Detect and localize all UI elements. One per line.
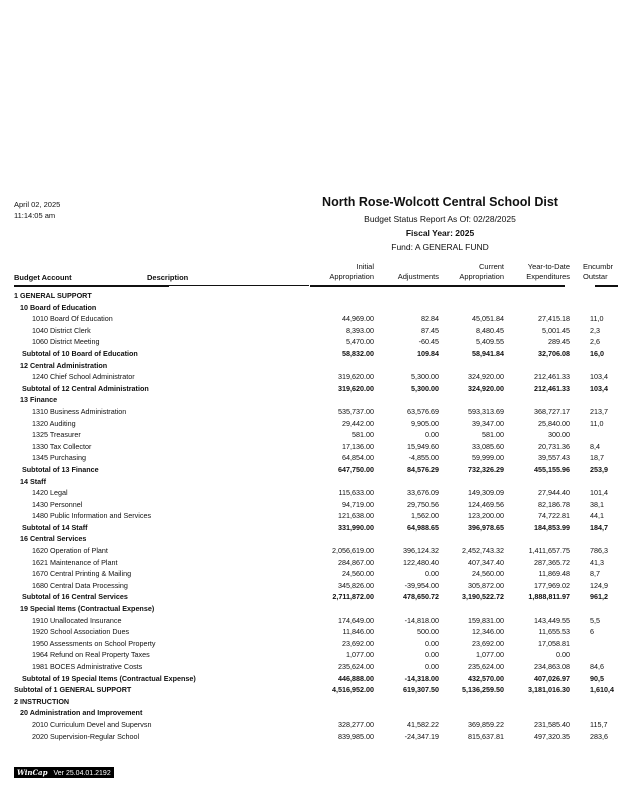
row-label: Subtotal of 13 Finance [22,464,99,474]
cell-current-appropriation: 2,452,743.32 [462,546,504,556]
row-label: 13 Finance [20,395,58,405]
cell-initial-appropriation: 284,867.00 [338,557,374,567]
header-rule-right [310,285,565,287]
cell-encumbrances: 11,0 [590,418,604,428]
cell-encumbrances: 115,7 [590,719,608,729]
cell-ytd-expenditures: 3,181,016.30 [528,685,570,695]
row-label: 1964 Refund on Real Property Taxes [32,650,150,660]
row-label: 1670 Central Printing & Mailing [32,569,132,579]
cell-adjustments: 64,988.65 [407,522,439,532]
cell-adjustments: 33,676.09 [407,488,439,498]
cell-current-appropriation: 1,077.00 [476,650,504,660]
cell-current-appropriation: 235,624.00 [468,662,504,671]
cell-initial-appropriation: 24,560.00 [342,569,374,579]
row-label: 1621 Maintenance of Plant [32,557,118,567]
table-row [0,581,618,593]
cell-ytd-expenditures: 17,058.81 [538,638,570,648]
cell-ytd-expenditures: 20,731.36 [538,441,570,451]
col-ytd-line1: Year-to-Date [527,262,570,271]
cell-current-appropriation: 369,859.22 [468,719,504,729]
row-label: 1330 Tax Collector [32,441,92,451]
cell-encumbrances: 11,0 [590,314,604,324]
cell-ytd-expenditures: 82,186.78 [538,499,570,509]
col-enc-line1: Encumbr [583,262,614,271]
fund-label: Fund: A GENERAL FUND [391,242,489,252]
table-row [0,662,618,674]
cell-adjustments: 29,750.56 [407,499,439,509]
cell-initial-appropriation: 8,393.00 [346,325,374,335]
cell-adjustments: 0.00 [425,650,439,660]
row-label: 1240 Chief School Administrator [32,372,135,382]
cell-current-appropriation: 732,326.29 [468,464,504,474]
table-row [0,732,618,744]
cell-encumbrances: 41,3 [590,557,604,567]
table-row [0,326,618,338]
row-label: 1620 Operation of Plant [32,546,108,556]
table-row [0,430,618,442]
fiscal-year: Fiscal Year: 2025 [405,228,475,238]
table-row [0,720,618,732]
table-row [0,639,618,651]
cell-initial-appropriation: 94,719.00 [342,499,374,509]
cell-initial-appropriation: 11,846.00 [342,627,374,637]
cell-encumbrances: 5,5 [590,615,600,625]
cell-ytd-expenditures: 289.45 [548,337,570,347]
cell-initial-appropriation: 2,056,619.00 [332,546,374,556]
subtotal-row [0,674,618,686]
report-date: April 02, 2025 [14,200,61,209]
row-label: 1320 Auditing [32,418,76,428]
row-label: Subtotal of 19 Special Items (Contractual Expense) [22,673,196,683]
col-encumbrances [583,262,618,282]
group-header-row [0,477,618,489]
table-row [0,372,618,384]
cell-adjustments: 84,576.29 [407,464,439,474]
row-label: 1310 Business Administration [32,406,127,416]
cell-encumbrances: 8,4 [590,441,600,451]
row-label: 1480 Public Information and Services [32,511,152,521]
cell-encumbrances: 213,7 [590,406,608,416]
report-subtitle: Budget Status Report As Of: 02/28/2025 [364,214,516,224]
table-row [0,627,618,639]
cell-ytd-expenditures: 5,001.45 [542,325,570,335]
budget-table [0,291,618,743]
cell-initial-appropriation: 319,620.00 [338,383,374,393]
group-header-row [0,361,618,373]
row-label: 1981 BOCES Administrative Costs [32,662,143,671]
footer-version [14,767,114,778]
col-adjustments-label: Adjustments [397,272,439,281]
cell-ytd-expenditures: 407,026.97 [534,673,570,683]
version-text: Ver 25.04.01.2192 [53,770,111,777]
subtotal-row [0,349,618,361]
row-label: 1910 Unallocated Insurance [32,615,122,625]
cell-encumbrances: 2,6 [590,337,600,347]
cell-current-appropriation: 45,051.84 [472,314,504,324]
cell-current-appropriation: 39,347.00 [472,418,504,428]
cell-adjustments: 619,307.50 [403,685,439,695]
row-label: 2020 Supervision-Regular School [32,731,140,741]
table-row [0,453,618,465]
group-header-row [0,303,618,315]
col-current-appropriation [440,262,504,282]
cell-ytd-expenditures: 25,840.00 [538,418,570,428]
cell-ytd-expenditures: 231,585.40 [534,719,570,729]
row-label: Subtotal of 10 Board of Education [22,348,138,358]
cell-current-appropriation: 324,920.00 [468,383,504,393]
cell-current-appropriation: 24,560.00 [472,569,504,579]
cell-adjustments: -14,818.00 [404,615,439,625]
subtotal-row [0,592,618,604]
cell-adjustments: 109.84 [417,348,439,358]
col-initial-line2: Appropriation [329,272,374,281]
cell-current-appropriation: 581.00 [482,430,504,440]
cell-adjustments: -4,855.00 [408,453,439,463]
cell-current-appropriation: 8,480.45 [476,325,504,335]
cell-initial-appropriation: 44,969.00 [342,314,374,324]
cell-adjustments: 41,582.22 [407,719,439,729]
row-label: 12 Central Administration [20,360,108,370]
table-row [0,419,618,431]
cell-ytd-expenditures: 143,449.55 [534,615,570,625]
row-label: 1060 District Meeting [32,337,100,347]
cell-encumbrances: 8,7 [590,569,600,579]
cell-adjustments: 122,480.40 [403,557,439,567]
cell-current-appropriation: 324,920.00 [468,372,504,382]
cell-adjustments: 1,562.00 [411,511,439,521]
cell-adjustments: 396,124.32 [403,546,439,556]
row-label: 19 Special Items (Contractual Expense) [20,604,155,614]
cell-encumbrances: 90,5 [590,673,604,683]
table-row [0,442,618,454]
cell-ytd-expenditures: 1,888,811.97 [528,592,570,602]
cell-initial-appropriation: 17,136.00 [342,441,374,451]
cell-ytd-expenditures: 234,863.08 [534,662,570,671]
cell-current-appropriation: 396,978.65 [468,522,504,532]
col-ytd-expenditures [505,262,570,282]
cell-current-appropriation: 58,941.84 [472,348,504,358]
group-header-row [0,708,618,720]
row-label: 16 Central Services [20,534,87,544]
cell-ytd-expenditures: 455,155.96 [534,464,570,474]
cell-encumbrances: 961,2 [590,592,608,602]
subtotal-row [0,384,618,396]
row-label: Subtotal of 12 Central Administration [22,383,149,393]
cell-current-appropriation: 149,309.09 [468,488,504,498]
cell-initial-appropriation: 328,277.00 [338,719,374,729]
cell-current-appropriation: 432,570.00 [468,673,504,683]
table-row [0,407,618,419]
table-row [0,558,618,570]
table-row [0,511,618,523]
cell-initial-appropriation: 115,633.00 [338,488,374,498]
col-adjustments [375,262,439,282]
row-label: 1 GENERAL SUPPORT [14,291,92,300]
cell-current-appropriation: 124,469.56 [468,499,504,509]
cell-encumbrances: 283,6 [590,731,608,741]
row-label: 2 INSTRUCTION [14,696,70,706]
cell-current-appropriation: 305,872.00 [468,580,504,590]
cell-encumbrances: 184,7 [590,522,608,532]
table-row [0,337,618,349]
cell-current-appropriation: 123,200.00 [468,511,504,521]
col-enc-line2: Outstar [583,272,608,281]
row-label: 1920 School Association Dues [32,627,130,637]
col-description: Description [147,273,189,282]
cell-current-appropriation: 815,637.81 [468,731,504,741]
group-header-row [0,291,618,303]
cell-adjustments: 63,576.69 [407,406,439,416]
cell-current-appropriation: 12,346.00 [472,627,504,637]
cell-initial-appropriation: 839,985.00 [338,731,374,741]
row-label: 1010 Board Of Education [32,314,113,324]
cell-ytd-expenditures: 39,557.43 [538,453,570,463]
cell-ytd-expenditures: 11,655.53 [538,627,570,637]
cell-initial-appropriation: 446,888.00 [338,673,374,683]
cell-initial-appropriation: 235,624.00 [338,662,374,671]
col-current-line1: Current [478,262,504,271]
cell-encumbrances: 101,4 [590,488,608,498]
subtotal-row [0,685,618,697]
row-label: 1345 Purchasing [32,453,86,463]
cell-ytd-expenditures: 287,365.72 [534,557,570,567]
cell-ytd-expenditures: 497,320.35 [534,731,570,741]
cell-initial-appropriation: 581.00 [352,430,374,440]
cell-initial-appropriation: 535,737.00 [338,406,374,416]
cell-current-appropriation: 33,085.60 [472,441,504,451]
col-current-line2: Appropriation [459,272,504,281]
cell-adjustments: 15,949.60 [407,441,439,451]
cell-adjustments: 500.00 [417,627,439,637]
cell-encumbrances: 1,610,4 [590,685,614,695]
row-label: 1420 Legal [32,488,68,498]
cell-encumbrances: 16,0 [590,348,604,358]
cell-adjustments: -39,954.00 [404,580,439,590]
cell-current-appropriation: 5,409.55 [476,337,504,347]
cell-current-appropriation: 159,831.00 [468,615,504,625]
cell-adjustments: 0.00 [425,662,439,671]
cell-encumbrances: 253,9 [590,464,608,474]
cell-initial-appropriation: 2,711,872.00 [332,592,374,602]
table-row [0,314,618,326]
cell-encumbrances: 103,4 [590,383,608,393]
cell-initial-appropriation: 1,077.00 [346,650,374,660]
group-header-row [0,395,618,407]
cell-encumbrances: 786,3 [590,546,608,556]
cell-initial-appropriation: 121,638.00 [338,511,374,521]
cell-ytd-expenditures: 1,411,657.75 [528,546,570,556]
cell-adjustments: 478,650.72 [403,592,439,602]
cell-ytd-expenditures: 74,722.81 [538,511,570,521]
cell-ytd-expenditures: 184,853.99 [534,522,570,532]
table-row [0,650,618,662]
cell-adjustments: 0.00 [425,569,439,579]
cell-adjustments: -14,318.00 [404,673,439,683]
cell-current-appropriation: 23,692.00 [472,638,504,648]
subtotal-row [0,523,618,535]
row-label: 14 Staff [20,476,46,486]
cell-encumbrances: 124,9 [590,580,608,590]
row-label: 1680 Central Data Processing [32,580,128,590]
row-label: 10 Board of Education [20,302,97,312]
header-rule-left [14,285,169,287]
header-rule-mid [169,285,309,286]
cell-initial-appropriation: 174,649.00 [338,615,374,625]
cell-current-appropriation: 407,347.40 [468,557,504,567]
col-initial-appropriation [310,262,374,282]
cell-initial-appropriation: 58,832.00 [342,348,374,358]
cell-ytd-expenditures: 368,727.17 [534,406,570,416]
cell-current-appropriation: 593,313.69 [468,406,504,416]
table-row [0,488,618,500]
group-header-row [0,697,618,709]
cell-encumbrances: 18,7 [590,453,604,463]
cell-ytd-expenditures: 32,706.08 [538,348,570,358]
cell-adjustments: -24,347.19 [404,731,439,741]
cell-encumbrances: 6 [590,627,594,637]
cell-encumbrances: 2,3 [590,325,600,335]
cell-initial-appropriation: 29,442.00 [342,418,374,428]
cell-encumbrances: 84,6 [590,662,604,671]
header-rule-end [595,285,618,287]
col-ytd-line2: Expenditures [526,272,570,281]
cell-initial-appropriation: 5,470.00 [346,337,374,347]
cell-initial-appropriation: 647,750.00 [338,464,374,474]
cell-adjustments: 5,300.00 [411,372,439,382]
cell-ytd-expenditures: 300.00 [548,430,570,440]
cell-ytd-expenditures: 212,461.33 [534,372,570,382]
row-label: Subtotal of 14 Staff [22,522,88,532]
cell-adjustments: 87.45 [421,325,439,335]
cell-ytd-expenditures: 27,944.40 [538,488,570,498]
cell-ytd-expenditures: 212,461.33 [534,383,570,393]
wincap-logo: WinCap [17,768,48,777]
subtotal-row [0,465,618,477]
row-label: Subtotal of 1 GENERAL SUPPORT [14,685,132,695]
cell-adjustments: 5,300.00 [411,383,439,393]
cell-encumbrances: 44,1 [590,511,604,521]
cell-initial-appropriation: 331,990.00 [338,522,374,532]
row-label: 1950 Assessments on School Property [32,638,156,648]
col-initial-line1: Initial [356,262,374,271]
report-time: 11:14:05 am [14,211,56,220]
group-header-row [0,604,618,616]
col-budget-account: Budget Account [14,273,72,282]
cell-initial-appropriation: 319,620.00 [338,372,374,382]
cell-current-appropriation: 5,136,259.50 [462,685,504,695]
table-row [0,500,618,512]
table-row [0,569,618,581]
cell-current-appropriation: 3,190,522.72 [462,592,504,602]
cell-ytd-expenditures: 11,869.48 [538,569,570,579]
cell-adjustments: 0.00 [425,430,439,440]
table-row [0,616,618,628]
cell-adjustments: 9,905.00 [411,418,439,428]
row-label: 1325 Treasurer [32,430,81,440]
row-label: 1040 District Clerk [32,325,91,335]
cell-ytd-expenditures: 177,969.02 [534,580,570,590]
district-title: North Rose-Wolcott Central School Dist [322,195,558,209]
cell-adjustments: 0.00 [425,638,439,648]
cell-initial-appropriation: 4,516,952.00 [332,685,374,695]
cell-encumbrances: 103,4 [590,372,608,382]
cell-ytd-expenditures: 0.00 [556,650,570,660]
cell-encumbrances: 38,1 [590,499,604,509]
cell-ytd-expenditures: 27,415.18 [538,314,570,324]
row-label: 2010 Curriculum Devel and Supervsn [32,719,152,729]
group-header-row [0,534,618,546]
cell-adjustments: 82.84 [421,314,439,324]
cell-initial-appropriation: 345,826.00 [338,580,374,590]
table-row [0,546,618,558]
cell-initial-appropriation: 23,692.00 [342,638,374,648]
cell-current-appropriation: 59,999.00 [472,453,504,463]
row-label: Subtotal of 16 Central Services [22,592,128,602]
cell-initial-appropriation: 64,854.00 [342,453,374,463]
row-label: 20 Administration and Improvement [20,708,143,718]
row-label: 1430 Personnel [32,499,83,509]
cell-adjustments: -60.45 [418,337,439,347]
